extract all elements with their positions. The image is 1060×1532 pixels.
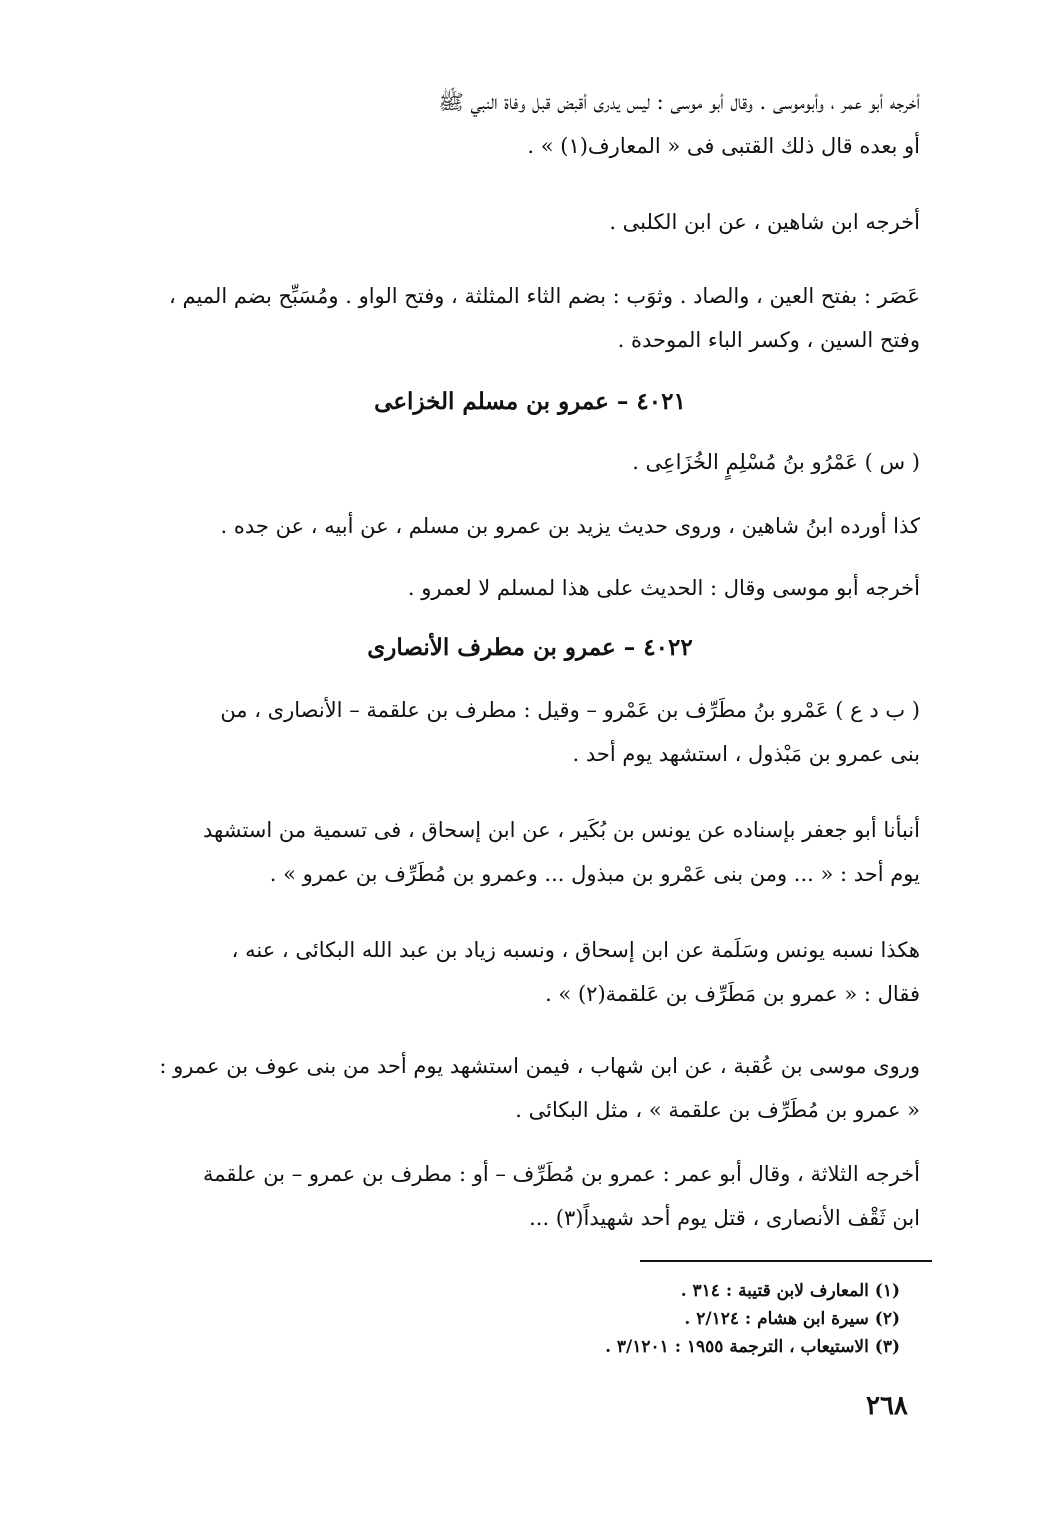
paragraph-6-line-1: أخرجه أبو موسى وقال : الحديث على هذا لمسلم لا لعمرو . (407, 576, 920, 600)
paragraph-9-line-2: فقال : « عمرو بن مَطَرِّف بن عَلقمة(٢) » . (545, 982, 920, 1006)
footnotes (500, 1277, 900, 1361)
paragraph-2 (130, 200, 920, 244)
entry-heading-4021: ٤٠٢١ – عمرو بن مسلم الخزاعى (374, 388, 686, 415)
paragraph-1 (130, 80, 920, 168)
paragraph-8 (130, 808, 920, 896)
paragraph-9-line-1: هكذا نسبه يونس وسَلَمة عن ابن إسحاق ، ونسبه زياد بن عبد الله البكائى ، عنه ، (231, 938, 920, 962)
paragraph-11-line-1: أخرجه الثلاثة ، وقال أبو عمر : عمرو بن مُطَرِّف – أو : مطرف بن عمرو – بن علقمة (203, 1162, 920, 1186)
paragraph-8-line-2: يوم أحد : « ... ومن بنى عَمْرو بن مبذول ... وعمرو بن مُطَرِّف بن عمرو » . (269, 862, 920, 886)
paragraph-3-line-2: وفتح السين ، وكسر الباء الموحدة . (617, 328, 920, 352)
paragraph-10 (130, 1044, 920, 1132)
paragraph-10-line-1: وروى موسى بن عُقبة ، عن ابن شهاب ، فيمن استشهد يوم أحد من بنى عوف بن عمرو : (159, 1054, 920, 1078)
paragraph-7-line-2: بنى عمرو بن مَبْذول ، استشهد يوم أحد . (572, 742, 920, 766)
entry-heading-4022: ٤٠٢٢ – عمرو بن مطرف الأنصارى (367, 634, 693, 661)
page-number: ٢٦٨ (866, 1391, 908, 1421)
paragraph-4 (130, 440, 920, 484)
paragraph-3 (130, 274, 920, 362)
paragraph-7-line-1: ( ب د ع ) عَمْرو بنُ مطَرِّف بن عَمْرو – وقيل : مطرف بن علقمة – الأنصارى ، من (220, 698, 920, 722)
paragraph-1-line-2: أو بعده قال ذلك القتبى فى « المعارف(١) » . (527, 134, 920, 158)
footnote-3: (٣) الاستيعاب ، الترجمة ١٩٥٥ : ٣/١٢٠١ . (605, 1337, 900, 1357)
paragraph-11 (130, 1152, 920, 1240)
paragraph-1-line-1: أخرجه أبو عمر ، وأبوموسى . وقال أبو موسى : ليس يدرى أقبض قبل وفاة النبي ﷺ (438, 90, 920, 114)
footnote-divider (640, 1260, 932, 1262)
footnote-2: (٢) سيرة ابن هشام : ٢/١٢٤ . (684, 1309, 900, 1329)
paragraph-4-line-1: ( س ) عَمْرُو بنُ مُسْلِمٍ الخُزَاعِى . (632, 450, 920, 474)
paragraph-5-line-1: كذا أورده ابنُ شاهين ، وروى حديث يزيد بن عمرو بن مسلم ، عن أبيه ، عن جده . (220, 514, 920, 538)
paragraph-10-line-2: « عمرو بن مُطَرِّف بن علقمة » ، مثل البكائى . (515, 1098, 920, 1122)
paragraph-7 (130, 688, 920, 776)
paragraph-5 (130, 504, 920, 548)
paragraph-3-line-1: عَصَر : بفتح العين ، والصاد . وثوَب : بضم الثاء المثلثة ، وفتح الواو . ومُسَبِّح بضم الميم ، (169, 284, 920, 308)
paragraph-11-line-2: ابن ثَقْف الأنصارى ، قتل يوم أحد شهيداً(٣) ... (529, 1206, 920, 1230)
footnote-1: (١) المعارف لابن قتيبة : ٣١٤ . (680, 1281, 900, 1301)
paragraph-6 (130, 566, 920, 610)
paragraph-2-line-1: أخرجه ابن شاهين ، عن ابن الكلبى . (609, 210, 920, 234)
paragraph-8-line-1: أنبأنا أبو جعفر بإسناده عن يونس بن بُكَير ، عن ابن إسحاق ، فى تسمية من استشهد (203, 818, 920, 842)
paragraph-9 (130, 928, 920, 1016)
